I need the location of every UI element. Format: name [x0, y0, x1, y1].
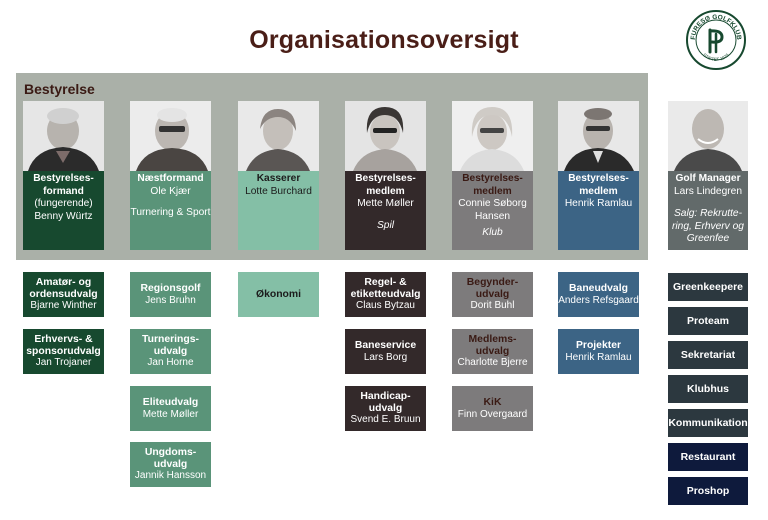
- committee-lead: Bjarne Winther: [30, 300, 97, 312]
- committee-box: [452, 386, 533, 431]
- staff-proshop: Proshop: [668, 477, 748, 505]
- responsibility: Spil: [377, 219, 394, 231]
- role-title: Bestyrelses-formand: [33, 173, 94, 197]
- committee-title: Ungdoms-udvalg: [144, 447, 197, 470]
- role-title: Golf Manager: [675, 173, 741, 184]
- staff-restaurant: Restaurant: [668, 443, 748, 471]
- role-title: Bestyrelses-medlem: [462, 173, 523, 197]
- staff-clubhouse: Klubhus: [668, 375, 748, 403]
- committee-lead: Jens Bruhn: [145, 294, 196, 306]
- person-name: Lars Lindegren: [674, 185, 742, 197]
- committee-lead: Jannik Hansson: [134, 470, 207, 482]
- committee-title: Økonomi: [255, 288, 302, 300]
- committee-lead: Charlotte Bjerre: [457, 357, 528, 369]
- role-title: Bestyrelses-medlem: [355, 173, 416, 197]
- committee-lead: Anders Refsgaard: [558, 294, 639, 306]
- club-logo-icon: [686, 10, 746, 70]
- committee-lead: Jan Horne: [147, 357, 194, 369]
- board-member-connie: [452, 101, 533, 250]
- role-card: [668, 171, 748, 250]
- board-panel: [16, 73, 648, 260]
- portrait-photo: [345, 101, 426, 171]
- committee-title: Amatør- og ordensudvalg: [29, 277, 98, 300]
- board-member-treasurer: [238, 101, 319, 250]
- committee-lead: Finn Overgaard: [457, 408, 528, 420]
- staff-communication: Kommunikation: [668, 409, 748, 437]
- committee-box: [130, 442, 211, 487]
- svg-text:STIFTET 1974: STIFTET 1974: [702, 52, 730, 63]
- club-logo: [686, 10, 746, 70]
- board-member-mette: [345, 101, 426, 250]
- person-name-line: Connie Søborg: [458, 198, 527, 209]
- role-card: [345, 171, 426, 250]
- committee-title: KiK: [483, 397, 502, 408]
- responsibility: Turnering & Sport: [130, 207, 211, 218]
- staff-greenkeepers: Greenkeepere: [668, 273, 748, 301]
- committee-box: [238, 272, 319, 317]
- committee-lead: Jan Trojaner: [35, 357, 92, 369]
- role-title: Kasserer: [256, 173, 301, 184]
- board-member-vice-chairman: [130, 101, 211, 250]
- role-card: [558, 171, 639, 250]
- committee-title: Begynder-udvalg: [466, 277, 519, 300]
- committee-box: [130, 386, 211, 431]
- person-name: Lotte Burchard: [245, 185, 312, 197]
- committee-lead: Dorit Buhl: [470, 300, 515, 312]
- portrait-photo: [130, 101, 211, 171]
- committee-box: [23, 272, 104, 317]
- role-title: Næstformand: [137, 173, 204, 184]
- role-card: [452, 171, 533, 250]
- committee-title: Regel- & etiketteudvalg: [350, 277, 421, 300]
- board-label: Bestyrelse: [24, 81, 95, 97]
- committee-lead: Claus Bytzau: [356, 300, 415, 312]
- person-name-line: (fungerende): [34, 198, 93, 209]
- committee-title: Handicap-udvalg: [360, 391, 411, 414]
- committee-lead: Mette Møller: [142, 408, 199, 420]
- page-title: Organisationsoversigt: [249, 26, 519, 54]
- committee-title: Eliteudvalg: [142, 397, 199, 408]
- committee-lead: Lars Borg: [363, 351, 408, 363]
- committee-box: [345, 329, 426, 374]
- committee-box: [130, 329, 211, 374]
- portrait-photo: [558, 101, 639, 171]
- role-title: Bestyrelses-medlem: [568, 173, 629, 197]
- committee-box: [345, 272, 426, 317]
- board-member-chairman: [23, 101, 104, 250]
- committee-title: Baneudvalg: [569, 283, 628, 294]
- committee-box: [23, 329, 104, 374]
- golf-manager: [668, 101, 748, 250]
- portrait-photo: [452, 101, 533, 171]
- committee-box: [452, 272, 533, 317]
- responsibility: Klub: [482, 227, 503, 238]
- role-card: [23, 171, 104, 250]
- person-name: Benny Würtz: [34, 210, 93, 222]
- person-name: Ole Kjær: [150, 185, 191, 197]
- committee-box: [130, 272, 211, 317]
- board-member-henrik: [558, 101, 639, 250]
- portrait-photo: [238, 101, 319, 171]
- committee-title: Turnerings-udvalg: [142, 334, 199, 357]
- person-name: Mette Møller: [357, 198, 414, 209]
- portrait-photo: [23, 101, 104, 171]
- committee-box: [345, 386, 426, 431]
- committee-title: Regionsgolf: [140, 283, 201, 294]
- committee-lead: Svend E. Bruun: [350, 414, 421, 426]
- role-card: [238, 171, 319, 250]
- committee-box: [452, 329, 533, 374]
- committee-title: Projekter: [575, 340, 622, 351]
- committee-box: [558, 329, 639, 374]
- committee-title: Erhvervs- & sponsorudvalg: [26, 334, 101, 357]
- role-card: [130, 171, 211, 250]
- person-name: Henrik Ramlau: [564, 198, 633, 209]
- responsibility: Salg: Rekrutte-ring, Erhverv og Greenfee: [672, 208, 744, 244]
- staff-proteam: Proteam: [668, 307, 748, 335]
- portrait-photo: [668, 101, 748, 171]
- svg-text:FURESØ GOLFKLUB: FURESØ GOLFKLUB: [689, 13, 743, 41]
- committee-title: Medlems-udvalg: [468, 334, 517, 357]
- person-name-line: Hansen: [474, 210, 511, 222]
- committee-title: Baneservice: [354, 340, 417, 351]
- committee-lead: Henrik Ramlau: [565, 351, 632, 363]
- staff-secretariat: Sekretariat: [668, 341, 748, 369]
- committee-box: [558, 272, 639, 317]
